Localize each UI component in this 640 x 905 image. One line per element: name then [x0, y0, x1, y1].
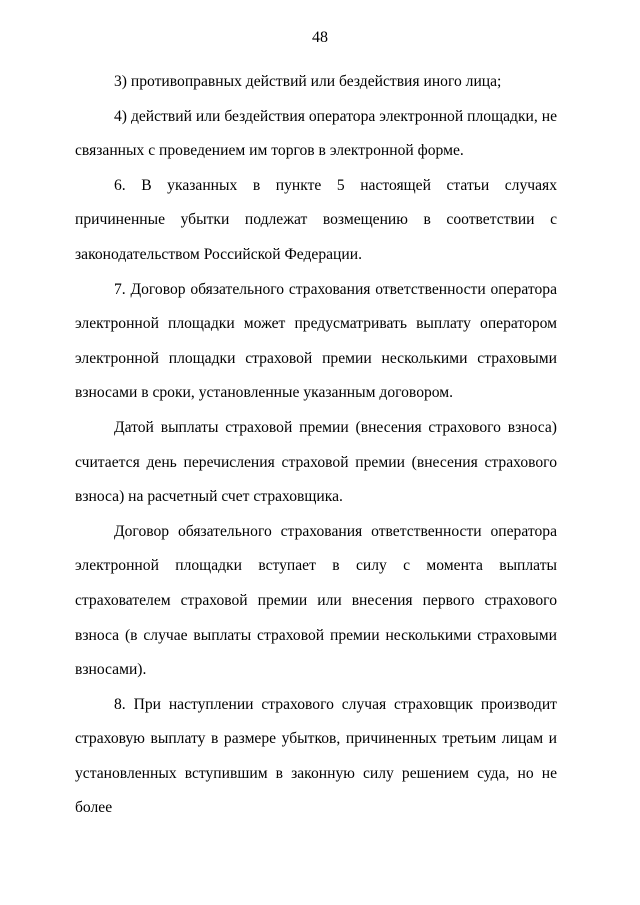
paragraph-item-3: 3) противоправных действий или бездействия иного лица; — [114, 73, 502, 90]
paragraph-contract-effect: Договор обязательного страхования ответственности оператора электронной площадки вступает в силу с момента выплаты страхователем страховой премии или внесения первого страхового взноса (в случае выплаты страховой премии несколькими страховыми взносами). — [75, 522, 557, 679]
page-number: 48 — [312, 29, 328, 46]
paragraph-point-7: 7. Договор обязательного страхования ответственности оператора электронной площадки может предусматривать выплату оператором электронной площадки страховой премии несколькими страховыми взносами в сроки, установленные указанным договором. — [75, 280, 557, 402]
paragraph-point-6: 6. В указанных в пункте 5 настоящей статьи случаях причиненные убытки подлежат возмещению в соответствии с законодательством Российской Федерации. — [75, 176, 557, 263]
paragraph-item-4: 4) действий или бездействия оператора электронной площадки, не связанных с проведением им торгов в электронной форме. — [75, 107, 557, 160]
paragraph-point-8: 8. При наступлении страхового случая страховщик производит страховую выплату в размере убытков, причиненных третьим лицам и установленных вступившим в законную силу решением суда, но не более — [75, 695, 557, 817]
document-body — [75, 65, 557, 826]
paragraph-payment-date: Датой выплаты страховой премии (внесения страхового взноса) считается день перечисления страховой премии (внесения страхового взноса) на расчетный счет страховщика. — [75, 418, 557, 506]
